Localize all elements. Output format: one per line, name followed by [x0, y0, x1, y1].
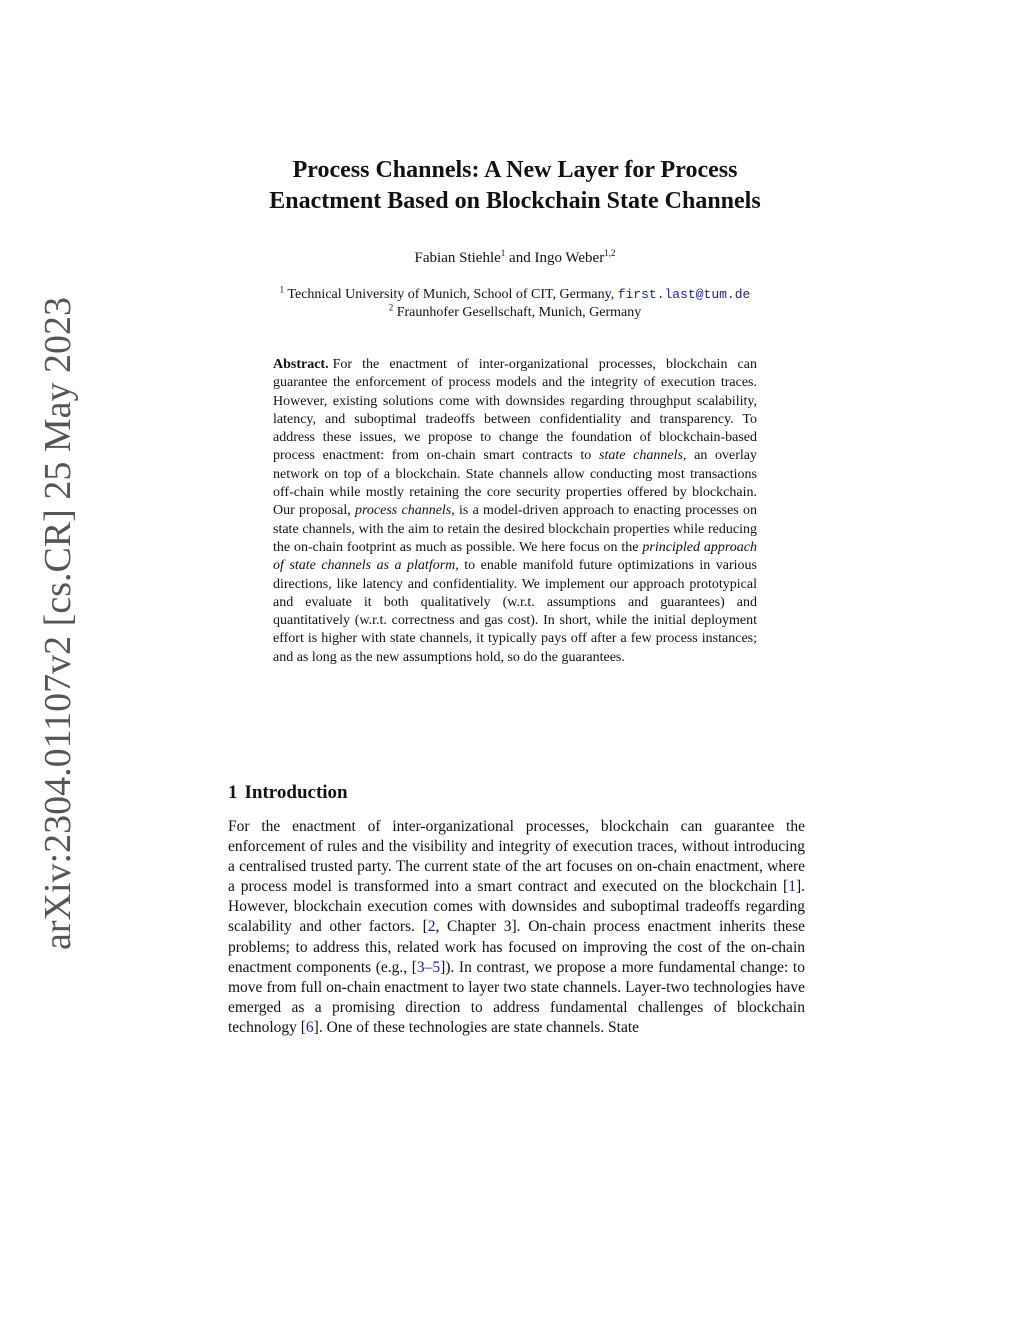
affiliation-mark: 2 — [388, 302, 394, 313]
affiliation-text: Fraunhofer Gesellschaft, Munich, Germany — [396, 305, 642, 320]
citation-link[interactable]: 1 — [788, 878, 796, 896]
body-text: ]. However, blockchain execution comes with downsides and suboptimal tradeoffs regarding scalability and other factors. [ — [228, 878, 805, 936]
abstract-emphasis: principled approach of state channels as a platform — [273, 539, 758, 574]
title-line-1: Process Channels: A New Layer for Process — [292, 157, 738, 183]
abstract-emphasis: state channels — [599, 448, 683, 464]
author-list — [180, 250, 850, 267]
arxiv-identifier: arXiv:2304.01107v2 [cs.CR] 25 May 2023 — [37, 297, 79, 950]
section-number: 1 — [228, 782, 238, 803]
section-title: Introduction — [244, 782, 348, 803]
affiliation-2 — [180, 304, 850, 322]
affiliation-1 — [180, 286, 850, 304]
affiliations — [180, 286, 850, 322]
introduction-paragraph — [228, 817, 805, 1038]
abstract-emphasis: process channels — [354, 503, 452, 519]
abstract — [273, 356, 757, 667]
body-text: , Chapter 3]. On-chain process enactment inherits these problems; to address this, related work has focused on improving the cost of the on-chain enactment components (e.g., [ — [228, 918, 806, 976]
author-conjunction: and — [509, 250, 531, 266]
title-line-2: Enactment Based on Blockchain State Channels — [269, 188, 761, 214]
abstract-text: , is a model-driven approach to enacting processes on state channels, with the aim to retain the desired blockchain properties while reducing the on-chain footprint as much as possible. We here focus on the — [273, 503, 757, 555]
body-text: ]. One of these technologies are state channels. State — [313, 1018, 640, 1036]
abstract-text: , to enable manifold future optimizations in various directions, like latency and confidentiality. We implement our approach prototypical and evaluate it both qualitatively (w.r.t. assumptions and guarantees) and quantitatively (w.r.t. correctness and gas cost). In short, while the initial deployment effort is higher with state channels, it typically pays off after a few process instances; and as long as the new assumptions hold, so do the guarantees. — [273, 558, 757, 665]
citation-link[interactable]: 6 — [305, 1018, 314, 1036]
author-name: Ingo Weber — [534, 250, 605, 266]
citation-link[interactable]: 3–5 — [416, 958, 441, 976]
abstract-label: Abstract. — [273, 357, 329, 372]
author-name: Fabian Stiehle — [414, 250, 501, 266]
section-heading — [228, 782, 348, 804]
abstract-text: , an overlay network on top of a blockchain. State channels allow conducting most transactions off-chain while mostly retaining the core security properties offered by blockchain. Our proposal, — [273, 448, 757, 519]
body-text: For the enactment of inter-organizational processes, blockchain can guarantee the enforcement of rules and the visibility and integrity of execution traces, without introducing a centralised trusted party. The current state of the art focuses on on-chain enactment, where a process model is transformed into a smart contract and executed on the blockchain [ — [228, 818, 805, 896]
author-affiliation-mark: 1,2 — [604, 248, 616, 258]
body-text: ]). In contrast, we propose a more fundamental change: to move from full on-chain enactment to layer two state channels. Layer-two technologies have emerged as a promising direction to address fundamental challenges of blockchain technology [ — [228, 958, 805, 1036]
email-link[interactable]: first.last@tum.de — [617, 287, 751, 302]
affiliation-text: Technical University of Munich, School of CIT, Germany, — [287, 287, 615, 302]
abstract-text: For the enactment of inter-organizational processes, blockchain can guarantee the enforcement of process models and the integrity of execution traces. However, existing solutions come with downsides regarding throughput scalability, latency, and suboptimal tradeoffs between confidentiality and transparency. To address these issues, we propose to change the foundation of blockchain-based process enactment: from on-chain smart contracts to — [273, 357, 757, 464]
author-affiliation-mark: 1 — [500, 248, 506, 258]
paper-title — [180, 155, 850, 217]
citation-link[interactable]: 2 — [427, 918, 436, 936]
affiliation-mark: 1 — [279, 284, 285, 295]
